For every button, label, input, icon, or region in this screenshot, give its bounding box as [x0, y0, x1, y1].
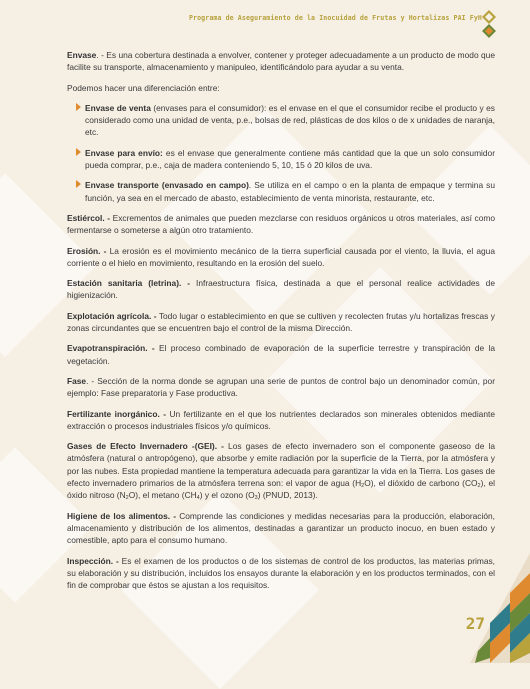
term: Estiércol. - [67, 212, 111, 223]
term: Inspección. - [67, 555, 119, 566]
subscript: 4 [196, 495, 200, 502]
page-number: 27 [465, 614, 485, 633]
definition-explotacion-agricola [67, 310, 495, 335]
subscript: 2 [125, 495, 129, 502]
definition-inspeccion [67, 555, 495, 592]
definition-text: Comprende las condiciones y medidas necesarias para la producción, elaboración, almacenamiento y distribución de los alimentos, destinadas a garantizar un producto inocuo, en buen estado y comestible, apto para el consumo humano. [67, 510, 495, 546]
definition-estiercol [67, 212, 495, 237]
bullet-item [67, 179, 495, 204]
subscript: 2 [361, 483, 365, 490]
definition-text: El proceso combinado de evaporación de la superficie terrestre y transpiración de la vegetación. [67, 343, 495, 366]
term: Fase [67, 375, 87, 386]
document-body [67, 49, 495, 599]
term: Envase para envío: [85, 147, 163, 158]
definition-text: . - Sección de la norma donde se agrupan una serie de puntos de control bajo un denominador común, por ejemplo: Fase preparatoria y Fase productiva. [67, 375, 495, 399]
definition-text: O), el dióxido de carbono (CO [364, 478, 478, 489]
bullet-item [67, 102, 495, 139]
definition-higiene [67, 510, 495, 547]
header-title: Programa de Aseguramiento de la Inocuidad de Frutas y Hortalizas PAI FyH [188, 14, 482, 22]
definition-text: Es el examen de los productos o de los sistemas de control de los productos, las materias primas, su elaboración y su distribución, incluidos los ensayos durante la elaboración y en los productos terminados, con el fin de comprobar que éstos se ajustan a los requisitos. [67, 555, 495, 591]
definition-gei [67, 440, 495, 501]
term: Explotación agrícola. - [67, 310, 157, 321]
definition-text: Un fertilizante en el que los nutrientes declarados son minerales obtenidos mediante extracción o procesos industriales físicos y/o químicos. [67, 408, 495, 431]
definition-text: . - Es una cobertura destinada a envolver, contener y proteger adecuadamente a un producto de modo que facilite su transporte, almacenamiento y manipuleo, identificándolo para ayudar a su venta. [67, 50, 495, 73]
definition-text: ), el óxido nitroso (N [67, 478, 495, 501]
definition-text: Excrementos de animales que pueden mezclarse con residuos orgánicos u otros materiales, así como fermentarse o someterse a algún otro tratamiento. [67, 212, 495, 236]
term: Evapotranspiración. - [67, 343, 155, 354]
definition-text: (envases para el consumidor): es el envase en el que el consumidor recibe el producto y es considerado como una unidad de venta, p.e., bolsas de red, plásticas de dos kilos o de x unidades de naranja, etc. [85, 102, 495, 138]
definition-envase [67, 49, 495, 74]
term: Higiene de los alimentos. - [67, 510, 177, 521]
term: Envase de venta [85, 102, 151, 113]
definition-text: ) y el ozono (O [199, 490, 255, 501]
definition-text: O), el metano (CH [128, 490, 197, 501]
definition-fertilizante [67, 408, 495, 433]
term: Envase [67, 50, 97, 60]
logo-diamonds-icon [482, 10, 496, 38]
subscript: 2 [477, 483, 481, 490]
definition-text: Los gases de efecto invernadero son el componente gaseoso de la atmósfera (natural o antropógeno), que absorbe y emite radiación por la superficie de la Tierra, por la atmósfera y por las nubes. Esta propiedad mantiene la temperatura adecuada para garantizar la vida en la Tierra. Los gases de efecto invernadero primarios de la atmósfera terrena son: el vapor de agua (H [67, 441, 496, 489]
definition-text: Infraestructura física, destinada a que el personal realice actividades de higienización. [67, 278, 495, 301]
term: Estación sanitaria (letrina). - [67, 278, 191, 289]
definition-estacion-sanitaria [67, 277, 495, 302]
intro-lead: Podemos hacer una diferenciación entre: [67, 82, 220, 93]
definition-text: . Se utiliza en el campo o en la planta de empaque y termina su función, ya sea en el mercado de abasto, establecimiento de venta minorista, restaurante, etc. [85, 180, 495, 203]
triangle-bullet-icon [76, 103, 81, 111]
definition-text: ) (PNUD, 2013). [257, 490, 318, 501]
term: Envase transporte (envasado en campo) [85, 180, 249, 191]
term: Gases de Efecto Invernadero -(GEI). - [67, 441, 224, 452]
definition-text: La erosión es el movimiento mecánico de la tierra superficial causada por el viento, la lluvia, el agua corriente o el hielo en movimiento, resultando en la erosión del suelo. [67, 245, 495, 268]
term: Fertilizante inorgánico. - [67, 408, 167, 419]
term: Erosión. - [67, 245, 107, 256]
definition-erosion [67, 245, 495, 270]
definition-text: es el envase que generalmente contiene más cantidad que la que un solo consumidor pueda comprar, p.e., caja de madera conteniendo 5, 10, 15 ó 20 kilos de uva. [85, 147, 496, 171]
triangle-bullet-icon [76, 148, 81, 156]
corner-pattern-decoration [470, 533, 530, 663]
definition-fase [67, 375, 495, 400]
definition-evapotranspiracion [67, 342, 495, 367]
definition-text: Todo lugar o establecimiento en que se cultiven y recolecten frutas y/u hortalizas frescas y zonas circundantes que se encuentren bajo el control de la misma Dirección. [67, 310, 495, 334]
bullet-item [67, 147, 495, 172]
subscript: 3 [254, 495, 258, 502]
triangle-bullet-icon [76, 180, 81, 188]
